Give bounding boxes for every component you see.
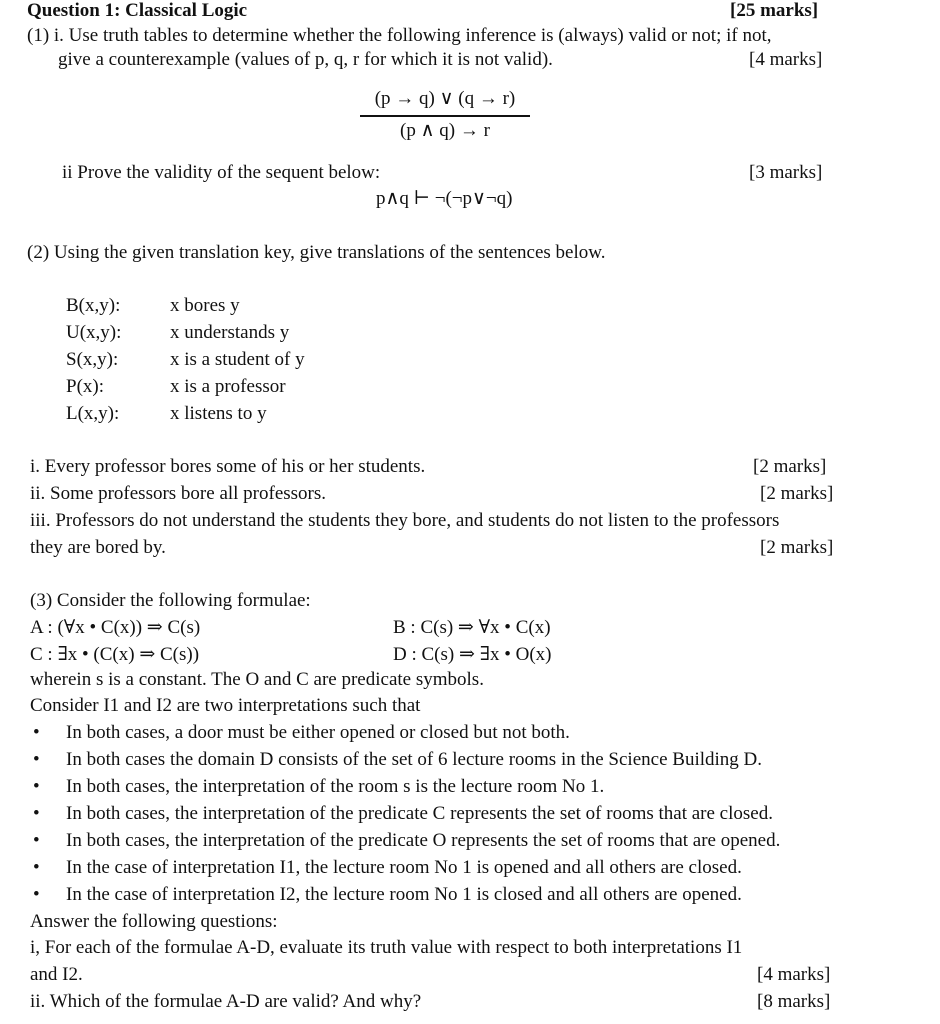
part3-q-ii: ii. Which of the formulae A-D are valid? And why? xyxy=(30,991,422,1012)
translation-key-row xyxy=(66,403,267,426)
list-item-text: In the case of interpretation I1, the lecture room No 1 is opened and all others are closed. xyxy=(66,857,742,878)
part2-q-ii-marks: [2 marks] xyxy=(760,483,834,504)
inference-conclusion: (p ∧ q) → r xyxy=(400,119,490,141)
list-item xyxy=(33,884,742,907)
key-symbol: U(x,y): xyxy=(66,322,122,343)
part1-i-line2: give a counterexample (values of p, q, r for which it is not valid). xyxy=(58,49,553,70)
formula-b: B : C(s) ⇒ ∀x • C(x) xyxy=(393,617,551,638)
formula-c: C : ∃x • (C(x) ⇒ C(s)) xyxy=(30,644,200,665)
key-symbol: S(x,y): xyxy=(66,349,119,370)
key-meaning: x listens to y xyxy=(170,403,267,424)
translation-key-row xyxy=(66,295,240,318)
part2-q-i: i. Every professor bores some of his or her students. xyxy=(30,456,426,477)
part1-i-marks: [4 marks] xyxy=(749,49,823,70)
list-item xyxy=(33,749,762,772)
list-item xyxy=(33,830,780,853)
question-title: Question 1: Classical Logic xyxy=(27,0,248,21)
key-symbol: B(x,y): xyxy=(66,295,121,316)
formula-a: A : (∀x • C(x)) ⇒ C(s) xyxy=(30,617,201,638)
part1-ii-text: ii Prove the validity of the sequent below: xyxy=(62,162,381,183)
list-item-text: In both cases, the interpretation of the predicate C represents the set of rooms that are closed. xyxy=(66,803,773,824)
translation-key-row xyxy=(66,322,289,345)
answer-intro: Answer the following questions: xyxy=(30,911,278,932)
list-item-text: In the case of interpretation I2, the lecture room No 1 is closed and all others are opened. xyxy=(66,884,742,905)
bullet-icon: • xyxy=(33,884,40,905)
interpretations-intro: Consider I1 and I2 are two interpretations such that xyxy=(30,695,421,716)
key-meaning: x bores y xyxy=(170,295,240,316)
part2-q-iii-marks: [2 marks] xyxy=(760,537,834,558)
list-item-text: In both cases, the interpretation of the room s is the lecture room No 1. xyxy=(66,776,605,797)
list-item xyxy=(33,857,742,880)
key-meaning: x is a professor xyxy=(170,376,286,397)
part3-q-i-line2: and I2. xyxy=(30,964,83,985)
part2-intro: (2) Using the given translation key, give translations of the sentences below. xyxy=(27,242,606,263)
key-meaning: x is a student of y xyxy=(170,349,305,370)
question-total-marks: [25 marks] xyxy=(730,0,819,21)
inference-premise: (p → q) ∨ (q → r) xyxy=(360,88,530,117)
list-item xyxy=(33,803,773,826)
part3-q-ii-marks: [8 marks] xyxy=(757,991,831,1012)
bullet-icon: • xyxy=(33,749,40,770)
list-item xyxy=(33,722,570,745)
bullet-icon: • xyxy=(33,830,40,851)
translation-key-row xyxy=(66,349,305,372)
part1-i-line1: (1) i. Use truth tables to determine whether the following inference is (always) valid or not; if not, xyxy=(27,25,772,46)
constant-note: wherein s is a constant. The O and C are predicate symbols. xyxy=(30,669,484,690)
part2-q-iii-line2: they are bored by. xyxy=(30,537,166,558)
part2-q-ii: ii. Some professors bore all professors. xyxy=(30,483,327,504)
key-meaning: x understands y xyxy=(170,322,290,343)
part1-ii-marks: [3 marks] xyxy=(749,162,823,183)
formula-d: D : C(s) ⇒ ∃x • O(x) xyxy=(393,644,552,665)
part2-q-iii-line1: iii. Professors do not understand the students they bore, and students do not listen to the professors xyxy=(30,510,780,531)
list-item-text: In both cases the domain D consists of the set of 6 lecture rooms in the Science Building D. xyxy=(66,749,762,770)
list-item-text: In both cases, the interpretation of the predicate O represents the set of rooms that are opened. xyxy=(66,830,781,851)
inference-fraction xyxy=(360,88,530,143)
part3-q-i-marks: [4 marks] xyxy=(757,964,831,985)
bullet-icon: • xyxy=(33,776,40,797)
part2-q-i-marks: [2 marks] xyxy=(753,456,827,477)
sequent: p∧q ⊢ ¬(¬p∨¬q) xyxy=(376,188,513,209)
bullet-icon: • xyxy=(33,857,40,878)
key-symbol: P(x): xyxy=(66,376,104,397)
bullet-icon: • xyxy=(33,803,40,824)
bullet-icon: • xyxy=(33,722,40,743)
key-symbol: L(x,y): xyxy=(66,403,120,424)
part3-q-i-line1: i, For each of the formulae A-D, evaluate its truth value with respect to both interpretations I1 xyxy=(30,937,743,958)
translation-key-row xyxy=(66,376,286,399)
list-item xyxy=(33,776,604,799)
list-item-text: In both cases, a door must be either opened or closed but not both. xyxy=(66,722,570,743)
part3-intro: (3) Consider the following formulae: xyxy=(30,590,311,611)
